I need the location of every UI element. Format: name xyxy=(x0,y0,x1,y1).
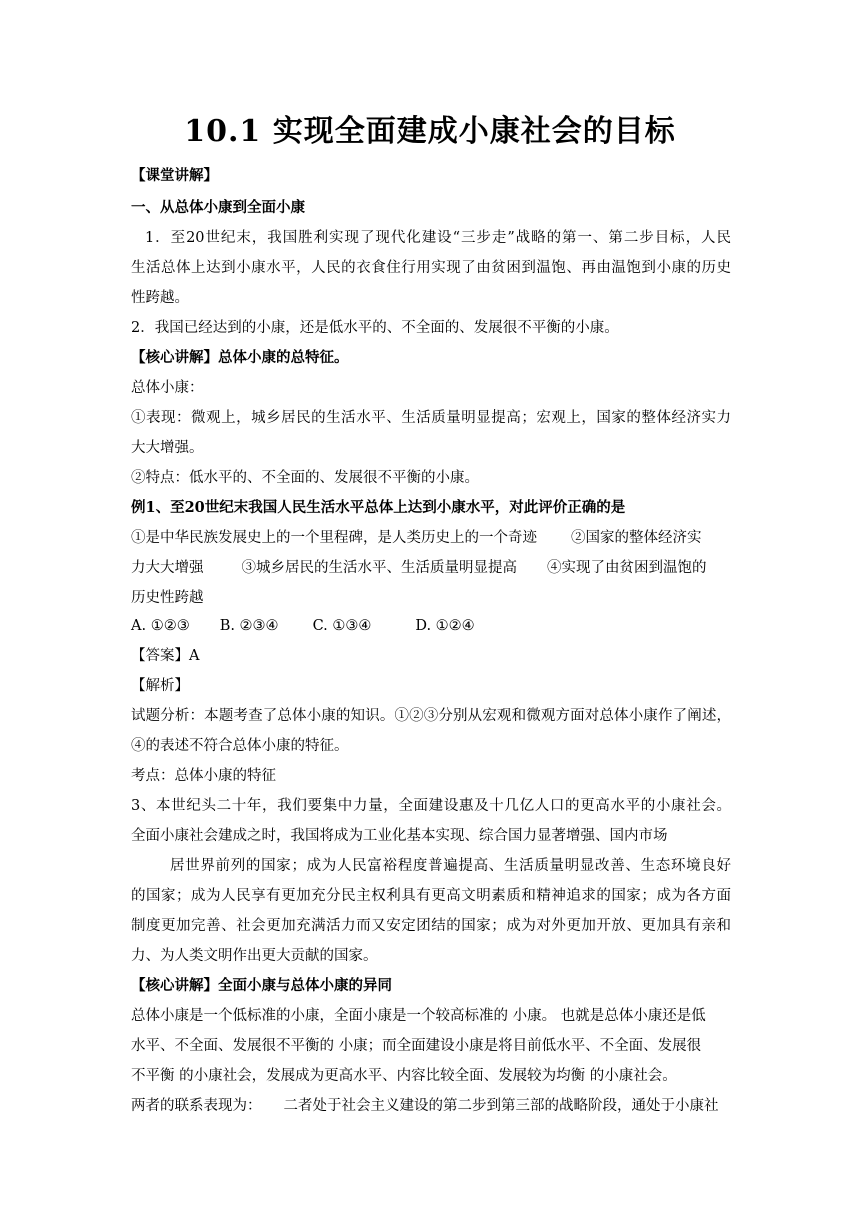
paragraph-line: ②特点：低水平的、不全面的、发展很不平衡的小康。 xyxy=(131,470,479,486)
core-explanation-heading: 【核心讲解】全面小康与总体小康的异同 xyxy=(131,977,392,994)
paragraph-line: 总体小康： xyxy=(131,380,204,396)
option-text: ③城乡居民的生活水平、生活质量明显提高 xyxy=(241,560,517,576)
relation-text: 二者处于社会主义建设的第二步到第三部的战略阶段，通处于小康社 xyxy=(283,1098,719,1114)
choice-c: C. ①③④ xyxy=(312,618,372,634)
paragraph-line: 不平衡 的小康社会，发展成为更高水平、内容比较全面、发展较为均衡 的小康社会。 xyxy=(131,1068,677,1084)
analysis-label: 【解析】 xyxy=(131,678,189,694)
example-question: 例1、至20世纪末我国人民生活水平总体上达到小康水平，对此评价正确的是 xyxy=(131,499,626,516)
choice-a: A. ①②③ xyxy=(131,618,190,634)
paragraph-line: 制度更加完善、社会更加充满活力而又安定团结的国家；成为对外更加开放、更加具有亲和 xyxy=(131,918,731,934)
paragraph-line: 生活总体上达到小康水平，人民的衣食住行用实现了由贫困到温饱、再由温饱到小康的历史 xyxy=(131,260,731,276)
paragraph-line: 大大增强。 xyxy=(131,440,204,456)
option-text: ④实现了由贫困到温饱的 xyxy=(547,560,707,576)
paragraph-line: ④的表述不符合总体小康的特征。 xyxy=(131,738,349,754)
paragraph-line: 考点：总体小康的特征 xyxy=(131,768,276,784)
choice-b: B. ②③④ xyxy=(219,618,279,634)
document-title: 10.1 实现全面建成小康社会的目标 xyxy=(184,114,676,149)
subheading-one: 一、从总体小康到全面小康 xyxy=(131,199,305,216)
option-text: ①是中华民族发展史上的一个里程碑，是人类历史上的一个奇迹 xyxy=(131,530,537,546)
paragraph-line: 2．我国已经达到的小康，还是低水平的、不全面的、发展很不平衡的小康。 xyxy=(131,320,619,336)
paragraph-line: 的国家；成为人民享有更加充分民主权利具有更高文明素质和精神追求的国家；成为各方面 xyxy=(131,888,731,904)
paragraph-line xyxy=(131,1096,731,1116)
option-line xyxy=(131,528,731,548)
paragraph-line: 试题分析：本题考查了总体小康的知识。①②③分别从宏观和微观方面对总体小康作了阐述， xyxy=(131,708,731,724)
paragraph-line: 1．至20世纪末，我国胜利实现了现代化建设“三步走”战略的第一、第二步目标，人民 xyxy=(145,230,731,246)
paragraph-line: 3、本世纪头二十年，我们要集中力量，全面建设惠及十几亿人口的更高水平的小康社会。 xyxy=(131,798,731,814)
paragraph-line: 全面小康社会建成之时，我国将成为工业化基本实现、综合国力显著增强、国内市场 xyxy=(131,828,668,844)
answer-choices xyxy=(131,616,731,636)
paragraph-line: 力、为人类文明作出更大贡献的国家。 xyxy=(131,948,378,964)
section-heading-classroom: 【课堂讲解】 xyxy=(131,167,218,184)
paragraph-line: 居世界前列的国家；成为人民富裕程度普遍提高、生活质量明显改善、生态环境良好 xyxy=(170,858,731,874)
paragraph-line: ①表现：微观上，城乡居民的生活水平、生活质量明显提高；宏观上，国家的整体经济实力 xyxy=(131,410,731,426)
option-text: 力大大增强 xyxy=(131,560,204,576)
core-explanation-heading: 【核心讲解】总体小康的总特征。 xyxy=(131,349,349,366)
choice-d: D. ①②④ xyxy=(415,618,475,634)
paragraph-line: 总体小康是一个低标准的小康，全面小康是一个较高标准的 小康。 也就是总体小康还是低 xyxy=(131,1008,706,1024)
option-line xyxy=(131,558,731,578)
paragraph-line: 水平、不全面、发展很不平衡的 小康；而全面建设小康是将目前低水平、不全面、发展很 xyxy=(131,1038,702,1054)
answer-label: 【答案】A xyxy=(131,648,200,664)
relation-label: 两者的联系表现为： xyxy=(131,1098,262,1114)
option-text: ②国家的整体经济实 xyxy=(571,530,702,546)
option-line: 历史性跨越 xyxy=(131,590,204,606)
paragraph-line: 性跨越。 xyxy=(131,290,189,306)
